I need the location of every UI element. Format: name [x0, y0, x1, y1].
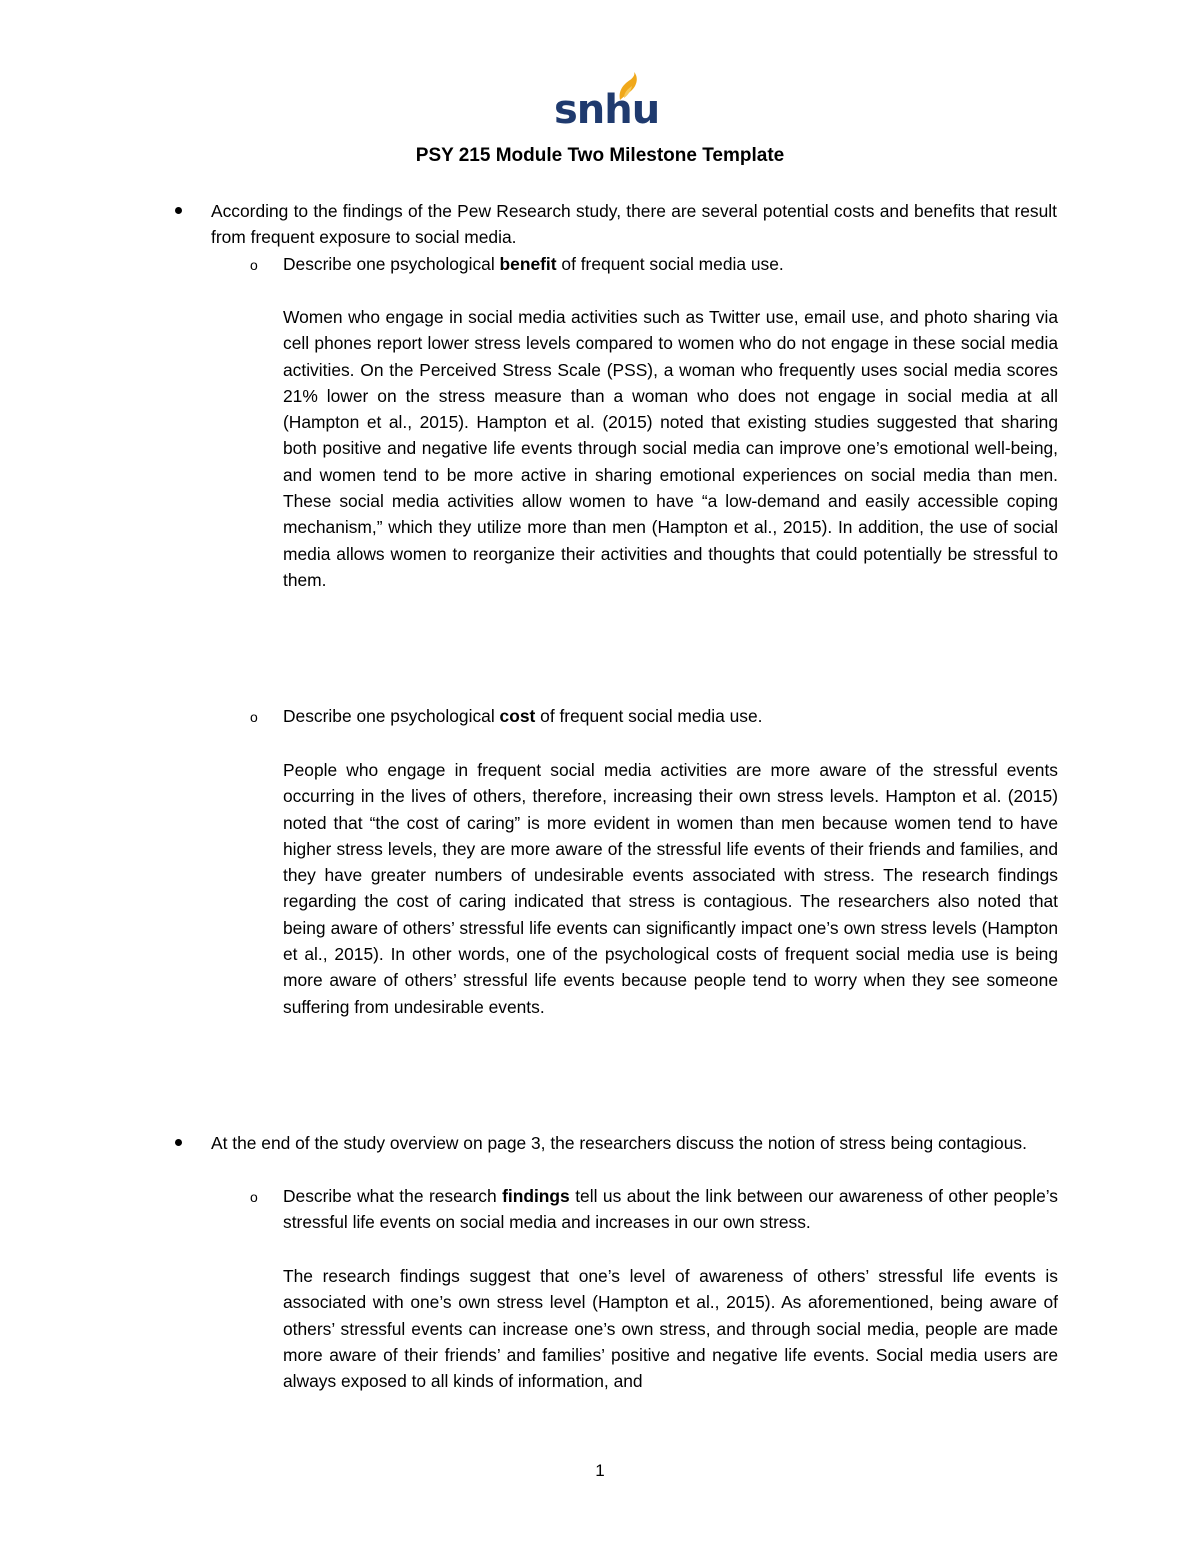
bullet-1-sub-2-answer: People who engage in frequent social media activities are more aware of the stressful events occurring in the lives of others, therefore, increasing their own stress levels. Hampton et al. (2015) noted that “the cost of caring” is more evident in women than men because women tend to have higher stress levels, they are more aware of the stressful life events of their friends and families, and they have greater numbers of undesirable events associated with stress. The research findings regarding the cost of caring indicated that stress is contagious. The researchers also noted that being aware of others’ stressful life events can significantly impact one’s own stress levels (Hampton et al., 2015). In other words, one of the psychological costs of frequent social media use is being more aware of others’ stressful life events because people tend to worry when they see someone suffering from undesirable events. [283, 760, 1058, 1017]
bullet-marker [175, 1139, 182, 1146]
bullet-1-sub-2-prompt: Describe one psychological cost of frequent social media use. [283, 706, 763, 726]
sub-bullet-marker: o [250, 257, 258, 273]
bullet-2-sub-1-prompt: Describe what the research findings tell us about the link between our awareness of other people’s stressful life events on social media and increases in our own stress. [283, 1186, 1058, 1233]
bullet-1-text: According to the findings of the Pew Research study, there are several potential costs and benefits that result from frequent exposure to social media. [211, 201, 1057, 248]
bullet-1-sub-1-prompt: Describe one psychological benefit of frequent social media use. [283, 254, 784, 274]
bullet-1-sub-1-answer: Women who engage in social media activities such as Twitter use, email use, and photo sharing via cell phones report lower stress levels compared to women who do not engage in these social media activities. On the Perceived Stress Scale (PSS), a woman who frequently uses social media scores 21% lower on the stress measure than a woman who does not engage in social media at all (Hampton et al., 2015). Hampton et al. (2015) noted that existing studies suggested that sharing both positive and negative life events through social media can improve one’s emotional well-being, and women tend to be more active in sharing emotional experiences on social media than men. These social media activities allow women to have “a low-demand and easily accessible coping mechanism,” which they utilize more than men (Hampton et al., 2015). In addition, the use of social media allows women to reorganize their activities and thoughts that could potentially be stressful to them. [283, 307, 1058, 590]
bullet-2-sub-1-answer: The research findings suggest that one’s level of awareness of others’ stressful life events is associated with one’s own stress level (Hampton et al., 2015). As aforementioned, being aware of others’ stressful events can increase one’s own stress, and through social media, people are made more aware of their friends’ and families’ positive and negative life events. Social media users are always exposed to all kinds of information, and [283, 1266, 1058, 1392]
document-title: PSY 215 Module Two Milestone Template [415, 145, 785, 166]
logo-text: snhu [554, 87, 660, 133]
snhu-logo [554, 72, 660, 134]
bullet-marker [175, 207, 182, 214]
sub-bullet-marker: o [250, 1189, 258, 1205]
sub-bullet-marker: o [250, 709, 258, 725]
page-number: 1 [595, 1461, 605, 1480]
bullet-2-text: At the end of the study overview on page 3, the researchers discuss the notion of stress being contagious. [211, 1133, 1027, 1153]
